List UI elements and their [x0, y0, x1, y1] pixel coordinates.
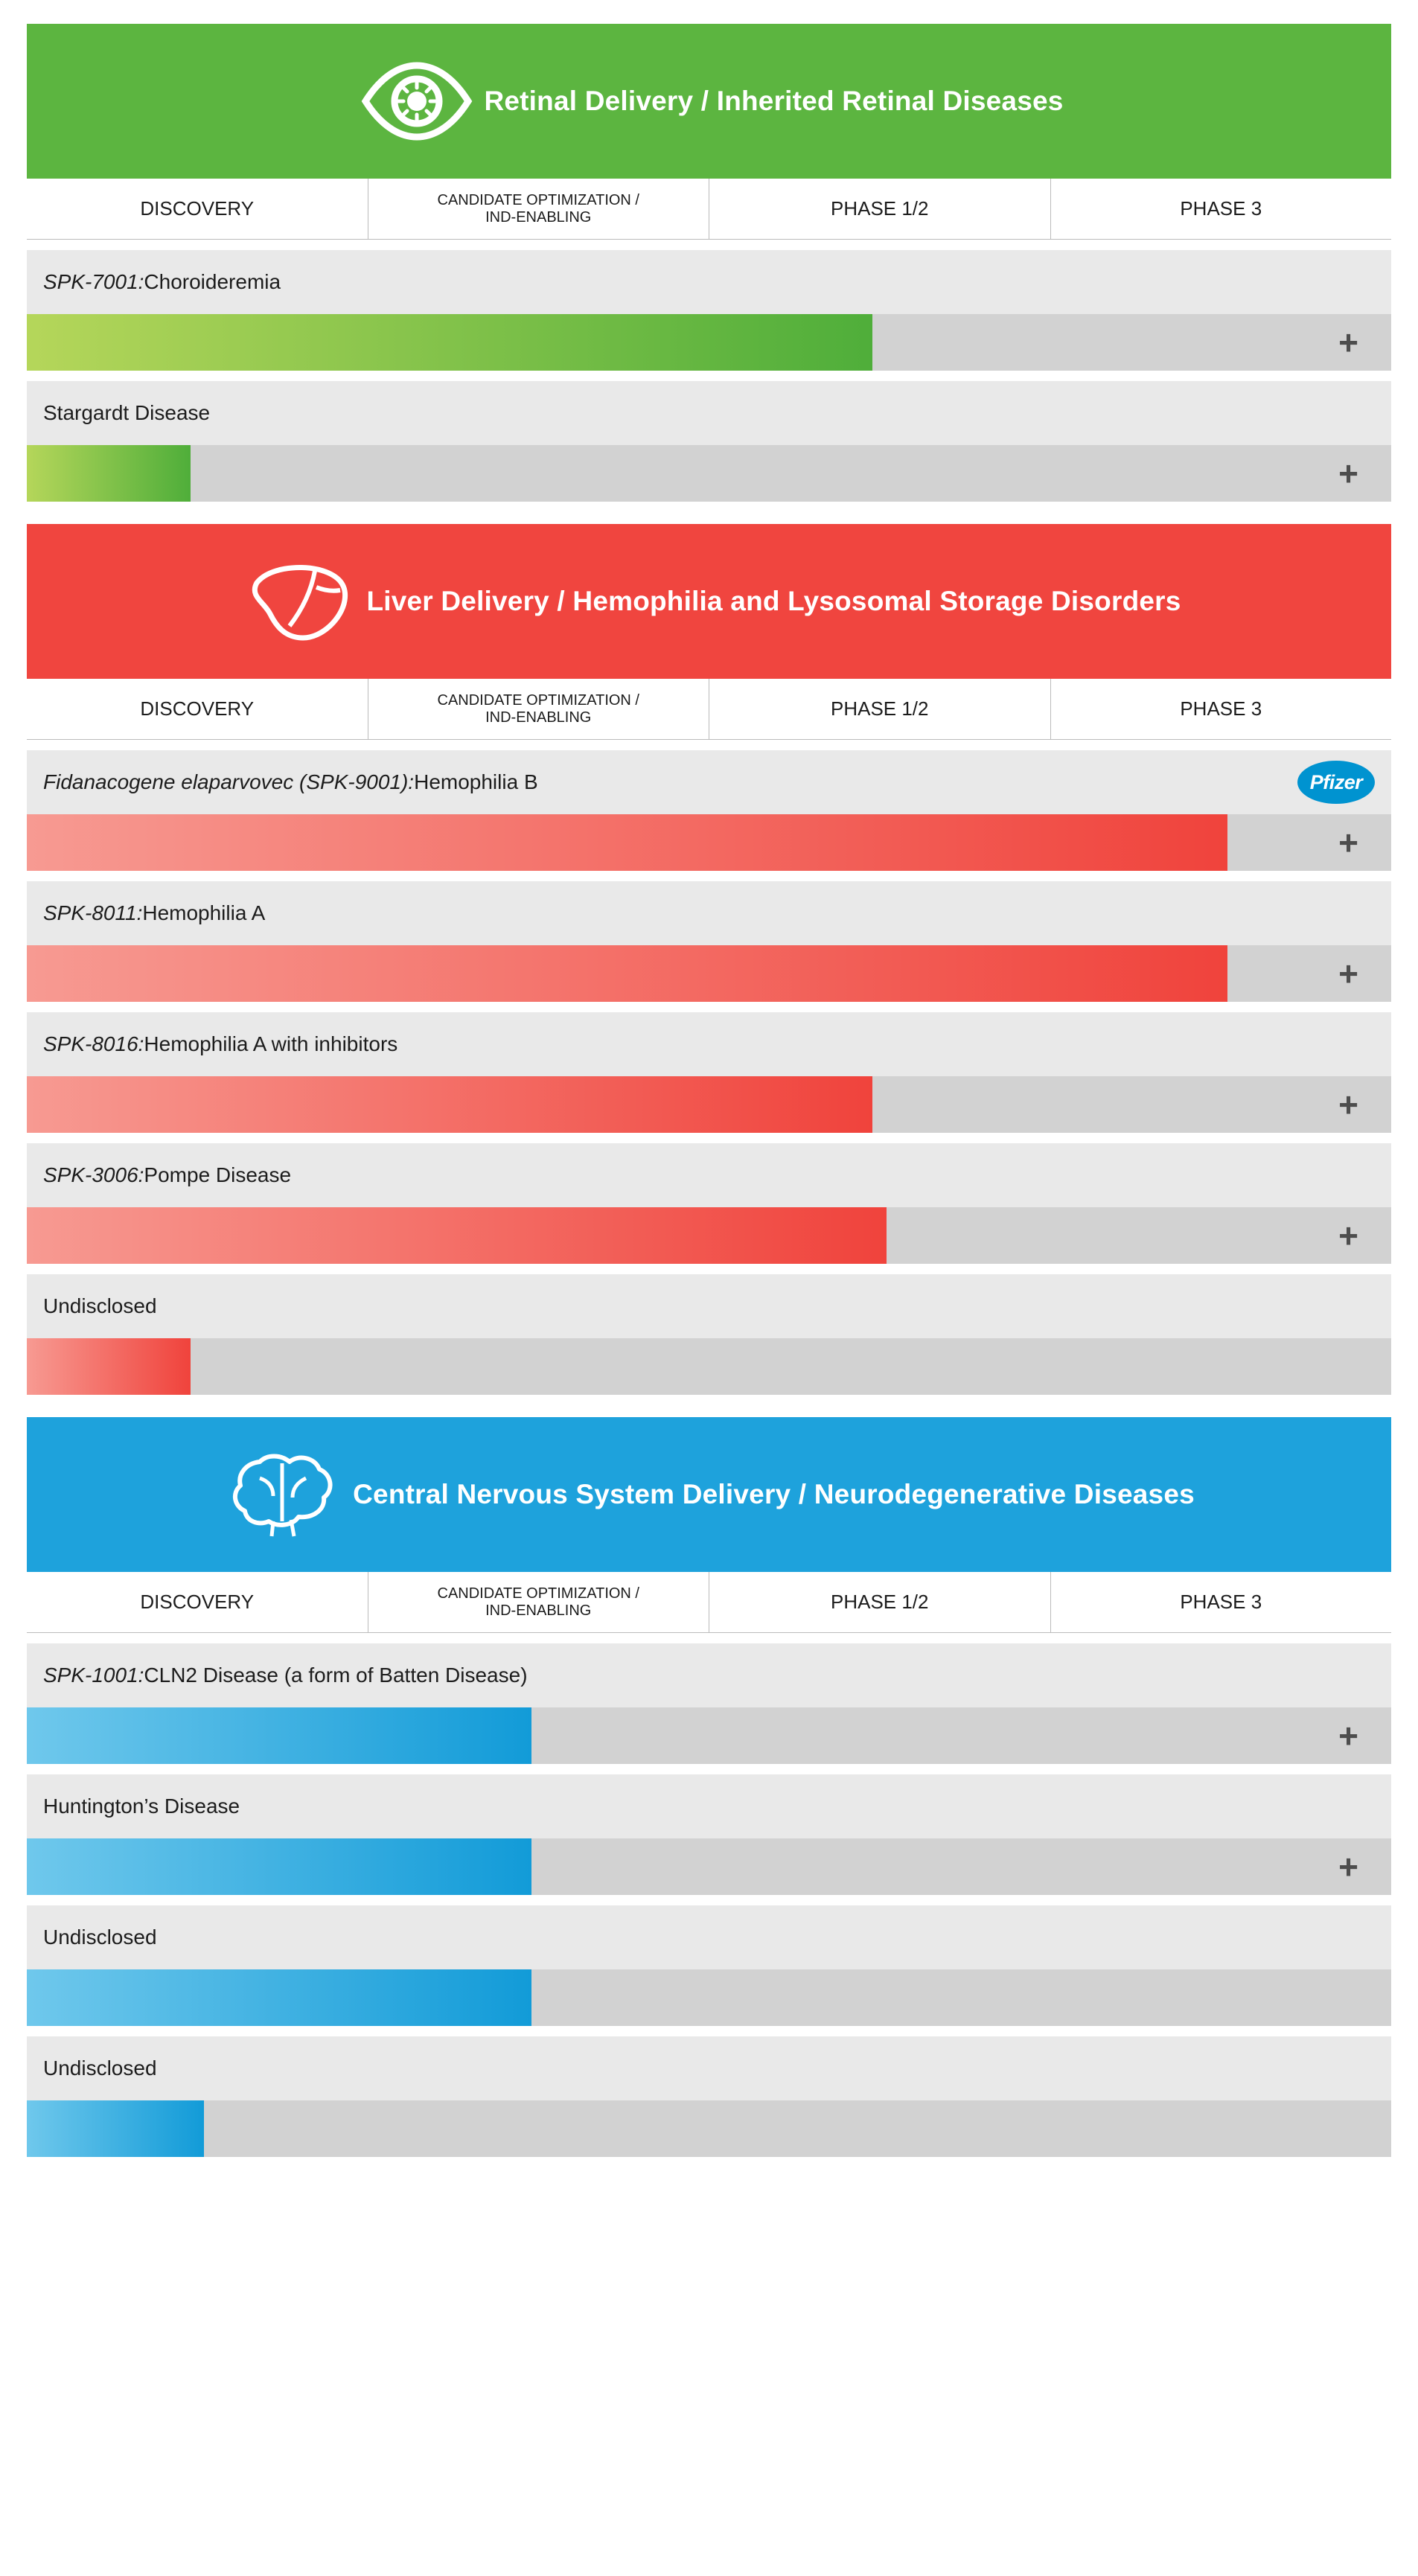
phase-header-0: DISCOVERY [27, 679, 368, 739]
program-row [27, 750, 1391, 871]
program-label [27, 750, 1391, 814]
program-label [27, 1774, 1391, 1838]
program-name: Stargardt Disease [43, 401, 211, 424]
program-label [27, 1274, 1391, 1338]
progress-fill [27, 945, 1227, 1002]
program-label [27, 881, 1391, 945]
progress-fill [27, 1838, 531, 1895]
expand-button[interactable]: + [1338, 1847, 1358, 1886]
program-row [27, 1905, 1391, 2026]
progress-track [27, 1969, 1391, 2026]
program-name: Pompe Disease [144, 1163, 292, 1186]
phase-header-2: PHASE 1/2 [709, 1572, 1051, 1632]
progress-track [27, 814, 1391, 871]
progress-fill [27, 1338, 191, 1395]
program-row [27, 1274, 1391, 1395]
eye-icon [361, 61, 473, 141]
program-name: CLN2 Disease (a form of Batten Disease) [144, 1663, 528, 1687]
expand-button[interactable]: + [1338, 323, 1358, 362]
program-label [27, 2036, 1391, 2100]
section-banner-cns [27, 1417, 1391, 1572]
program-code: SPK-8011: [43, 901, 143, 924]
program-code: SPK-8016: [43, 1032, 144, 1055]
program-label [27, 381, 1391, 445]
program-code: SPK-7001: [43, 270, 144, 293]
progress-track [27, 314, 1391, 371]
phase-header-row [27, 179, 1391, 240]
progress-fill [27, 445, 191, 502]
program-name: Undisclosed [43, 1925, 157, 1949]
program-name: Undisclosed [43, 1294, 157, 1317]
section-banner-retinal [27, 24, 1391, 179]
phase-header-3: PHASE 3 [1180, 1590, 1262, 1613]
progress-track [27, 945, 1391, 1002]
program-row [27, 250, 1391, 371]
program-label [27, 1905, 1391, 1969]
progress-track [27, 1207, 1391, 1264]
brain-icon [223, 1439, 348, 1550]
program-name: Choroideremia [144, 270, 281, 293]
program-label [27, 250, 1391, 314]
phase-header-0: DISCOVERY [27, 1572, 368, 1632]
program-name: Hemophilia A [142, 901, 266, 924]
pipeline-section-liver [27, 524, 1391, 1395]
progress-fill [27, 1969, 531, 2026]
program-code: Fidanacogene elaparvovec (SPK-9001): [43, 770, 415, 793]
section-title: Liver Delivery / Hemophilia and Lysosomal Storage Disorders [366, 586, 1181, 616]
program-row [27, 2036, 1391, 2157]
progress-fill [27, 314, 872, 371]
progress-fill [27, 814, 1227, 871]
phase-header-1: CANDIDATE OPTIMIZATION / IND-ENABLING [368, 1572, 710, 1632]
program-row [27, 1643, 1391, 1764]
expand-button[interactable]: + [1338, 1085, 1358, 1124]
phase-header-0: DISCOVERY [27, 179, 368, 239]
phase-header-row [27, 679, 1391, 740]
eye-icon [354, 45, 479, 157]
program-label [27, 1643, 1391, 1707]
phase-header-2: PHASE 1/2 [709, 179, 1051, 239]
program-code: SPK-1001: [43, 1663, 144, 1687]
phase-header-3: PHASE 3 [1180, 196, 1262, 220]
program-label [27, 1012, 1391, 1076]
expand-button[interactable]: + [1338, 1716, 1358, 1755]
phase-header-1: CANDIDATE OPTIMIZATION / IND-ENABLING [368, 179, 710, 239]
section-banner-liver [27, 524, 1391, 679]
progress-track [27, 445, 1391, 502]
program-name: Huntington’s Disease [43, 1794, 240, 1818]
program-code: SPK-3006: [43, 1163, 144, 1186]
program-name: Hemophilia A with inhibitors [144, 1032, 398, 1055]
phase-header-row [27, 1572, 1391, 1633]
program-row [27, 1774, 1391, 1895]
section-title: Retinal Delivery / Inherited Retinal Diseases [484, 86, 1064, 116]
section-title: Central Nervous System Delivery / Neurodegenerative Diseases [353, 1479, 1195, 1509]
program-row [27, 1143, 1391, 1264]
brain-icon [230, 1448, 342, 1541]
progress-track [27, 1338, 1391, 1395]
progress-fill [27, 1707, 531, 1764]
program-label [27, 1143, 1391, 1207]
liver-icon [237, 546, 362, 657]
phase-header-3: PHASE 3 [1180, 697, 1262, 720]
pipeline-section-retinal [27, 24, 1391, 502]
progress-track [27, 2100, 1391, 2157]
progress-track [27, 1076, 1391, 1133]
expand-button[interactable]: + [1338, 954, 1358, 993]
phase-header-1: CANDIDATE OPTIMIZATION / IND-ENABLING [368, 679, 710, 739]
program-row [27, 1012, 1391, 1133]
expand-button[interactable]: + [1338, 1216, 1358, 1255]
progress-fill [27, 1207, 887, 1264]
program-name: Hemophilia B [414, 770, 538, 793]
phase-header-2: PHASE 1/2 [709, 679, 1051, 739]
pipeline-section-cns [27, 1417, 1391, 2157]
progress-track [27, 1707, 1391, 1764]
partner-logo [1297, 761, 1375, 804]
program-name: Undisclosed [43, 2056, 157, 2080]
pfizer-logo: Pfizer [1297, 761, 1375, 804]
program-row [27, 381, 1391, 502]
liver-icon [243, 557, 355, 645]
expand-button[interactable]: + [1338, 454, 1358, 493]
program-row [27, 881, 1391, 1002]
progress-fill [27, 2100, 204, 2157]
expand-button[interactable]: + [1338, 823, 1358, 862]
progress-track [27, 1838, 1391, 1895]
progress-fill [27, 1076, 872, 1133]
